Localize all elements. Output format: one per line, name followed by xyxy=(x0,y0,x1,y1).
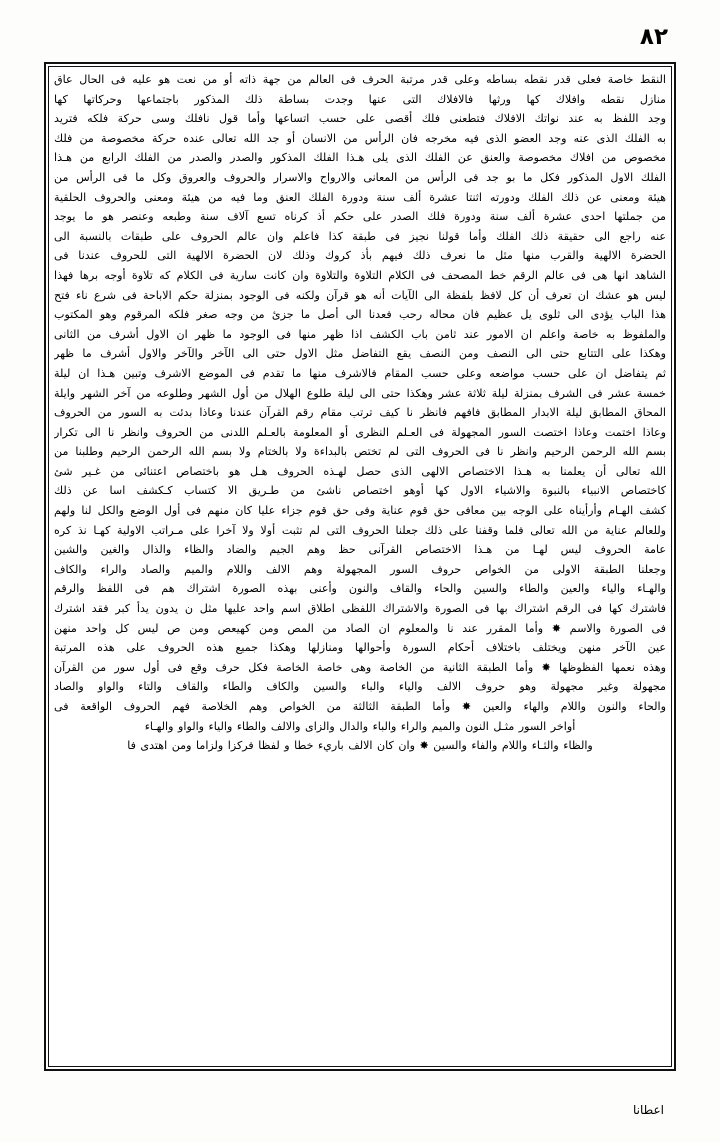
text-line: والظاء والثـاء واللام والفاء والسين ✸ وان كان الالف باريء خطا و لفظا فركزا ولزاما ومن اهتدى فا xyxy=(127,739,593,753)
body-text xyxy=(54,70,666,756)
text-line: مخصوص من افلاك مخصوصة والعنق عن الفلك الذى يلى هـذا الفلك المذكور والصدر والصدر من الفلك الرابع من هـذا xyxy=(54,151,666,165)
text-line: الحضرة الالهية والقرب منها مثل ما نعرف ذلك فيهم بأذ كروك وذلك لان الحضرة الالهية التى للحروف عندنا فى xyxy=(54,249,666,263)
text-line: كاختصاص الانبياء بالنبوة والاشياء الاول كها أوهو اختصاص ناشئ من طـريق الا كتساب كـكشف اسا عن ذلك xyxy=(54,484,666,498)
text-line: فى الصورة والاسم ✸ وأما المقرر عند نا والمعلوم ان الصاد من المص ومن كهيعص ومن ص ليس كل واحد منهن xyxy=(54,621,666,635)
text-line: هيئة ومعنى عن ذلك الفلك ودورته اثنتا عشرة ألف سنة ودورة الفلك العنق وما فيه من هيئة ومعنى والحروف الحلقية xyxy=(54,190,666,204)
text-line: وعاذا اختمت وعاذا اختصت السور المجهولة فى العـلم النظرى أو المعلومة بالعـلم اللدنى من الحروف وانظر نا الى تكرار xyxy=(54,425,666,439)
text-line: به الفلك الذى عنه وجد العضو الذى فيه مخرجه فان الرأس من الانسان أو جد الله تعالى عنده حركة مخصوصة من فلك xyxy=(54,131,666,145)
text-line: المحاق المطابق ليلة الابدار المطابق فافهم فانظر نا كيف ترتب مقام رقم القرآن عندنا وعاذا بدئت به السور من الحروف xyxy=(54,406,666,420)
text-line: عامة الحروف ليس لهـا من هـذا الاختصاص القرآنى حظ وهم الجيم والضاد والظاء والذال والغين والشين xyxy=(54,543,666,557)
text-line: من جملتها احدى عشرة ألف سنة ودورة فلك الصدر على حكم أذ كرناه تسع آلاف سنة وطبعه وعنصر هو ما يوجد xyxy=(54,210,666,224)
text-line: وجعلنا الطبقة الاولى من الخواص حروف السور المجهولة وهم الالف واللام والميم والصاد والراء والكاف xyxy=(54,562,666,576)
page-number: ٨٢ xyxy=(639,24,668,50)
text-line: الفلك الاول المذكور فكل ما بو جد فى الرأس من المعانى والارواح والاسرار والحروف والعروق وكل ما فى الرأس من xyxy=(54,170,666,184)
text-line: منازل نقطه وافلاك كها ورثها فالافلاك التى عنها وجدت بساطة ذلك المذكور باجتماعها وحركاتها كها xyxy=(54,92,666,106)
catchword: اعطانا xyxy=(633,1103,664,1117)
text-line: وللعالم عناية من الله تعالى فلما وقفنا على ذلك جعلنا الحروف التى لم تثبت أولا ولا آخرا على مـراتب الاولية كهـا نذ كره xyxy=(54,523,666,537)
text-line: الله تعالى أن يعلمنا به هـذا الاختصاص الالهى الذى حصل لهـذه الحروف هـل هو باختصاص اعتنائى من غـير شئ xyxy=(54,464,666,478)
text-line: وجد اللفظ به عند نواتك الافلاك فتطعنى فلك أقصى على حسب اتساعها وأما قول نافلك وسى حركة فلكه فتريد xyxy=(54,112,666,126)
text-line: هذا الباب يؤدى الى ثلوى يل عظيم فان محاله رحب فعدنا الى أصل ما جزئ من وجه صغر فلكه المرقوم وهو المكتوب xyxy=(54,308,666,322)
text-line: ليس هو عشك ان تعرف أن كل لافظ بلفظة الى الآيات أنه هو قرآن ولكنه فى الوجود بمنزلة حكم الاباحة فى شرع ناء فتح xyxy=(54,288,666,302)
text-line: مجهولة وغير مجهولة وهو حروف الالف والياء والباء والسين والكاف والطاء والقاف والتاء والواو والصاد xyxy=(54,680,666,694)
text-line: عنه راجع الى حقيقة ذلك الفلك وأما قولنا نجيز فى طبقة كذا فاعلم وان عالم الحروف على طبقات بالنسبة الى xyxy=(54,229,666,243)
text-frame xyxy=(44,62,676,1071)
text-line: وهكذا على التتابع حتى الى النصف ومن النصف يقع التفاضل مثل الاول حتى الى الآخر والآخر والاول أشرف ما ظهر xyxy=(54,347,666,361)
text-line: وهذه نعمها الفظوظها ✸ وأما الطبقة الثانية من الخاصة وهى خاصة الخاصة فكل حرف وقع فى أول سور من القرآن xyxy=(54,660,666,674)
text-line: والحاء والنون واللام والهاء والعين ✸ وأما الطبقة الثالثة من الخواص وهم الخلاصة فهم الحروف الواقعة فى xyxy=(54,700,666,713)
text-line: كشف الهـام وأرأيناه على الوجه بين معافى حق قوم عناية وفى حق قوم جزاء عليا كان منهم فى أول الوضع والكل لنا ولهم xyxy=(54,504,666,518)
text-line: والملفوظ به خاصة واعلم ان الامور عند ثامن باب الكشف اذا ظهر منها فى الوجود ما ظهر ان الاول أشرف من الثانى xyxy=(54,327,666,341)
text-line: أواخر السور مثـل النون والميم والراء والباء والدال والزاى والالف والطاء والياء والواو والهـاء xyxy=(144,719,576,733)
text-line: خمسة عشر فى الشرف بمنزلة ليلة ثلاثة عشر وهكذا حتى الى ليلة طلوع الهلال من أول الشهر وطلوعه من آخر الشهر وايلة xyxy=(54,386,666,400)
text-line: عين الآخر منهن ويختلف باختلاف أحكام السورة وأحوالها ومنازلها وهكذا جميع هذه الحروف على هذه المرتبة xyxy=(54,641,666,655)
text-line: ثم يتفاضل ان على حسب مواضعه وعلى حسب المقام فالاشرف منها ما تقدم فى الموضع الاشرف وتبين هـذا ان ليلة xyxy=(54,366,666,380)
text-line: الشاهد انها هى فى عالم الرقم خط المصحف فى الكلام التلاوة والتلاوة وان كانت سارية فى الكلام كه تلاوة أوجه برها فهذا xyxy=(54,268,666,282)
text-line: النقط خاصة فعلى قدر نقطه بساطه وعلى قدر مرتبة الحرف فى العالم من جهة ذاته أو من نعت هو عليه فى الحال عاق xyxy=(54,73,666,86)
text-line: بسم الله الرحمن الرحيم وانظر نا فى الحروف التى لم تختص بالبداءة ولا بالختام ولا بسم الله الرحمن الرحيم وطلبنا من xyxy=(54,445,666,459)
text-line: والهـاء والياء والعين والطاء والسين والحاء والقاف والنون وأعنى بهذه الصورة اشتراك هم فى اللفظ والرقم xyxy=(54,582,666,596)
text-line: فاشترك كها فى الرقم اشتراك بها فى الصورة والاشتراك اللفظى اطلاق اسم واحد عليها مثل ن يدون يدأ كبر فقد اشترك xyxy=(54,602,666,616)
